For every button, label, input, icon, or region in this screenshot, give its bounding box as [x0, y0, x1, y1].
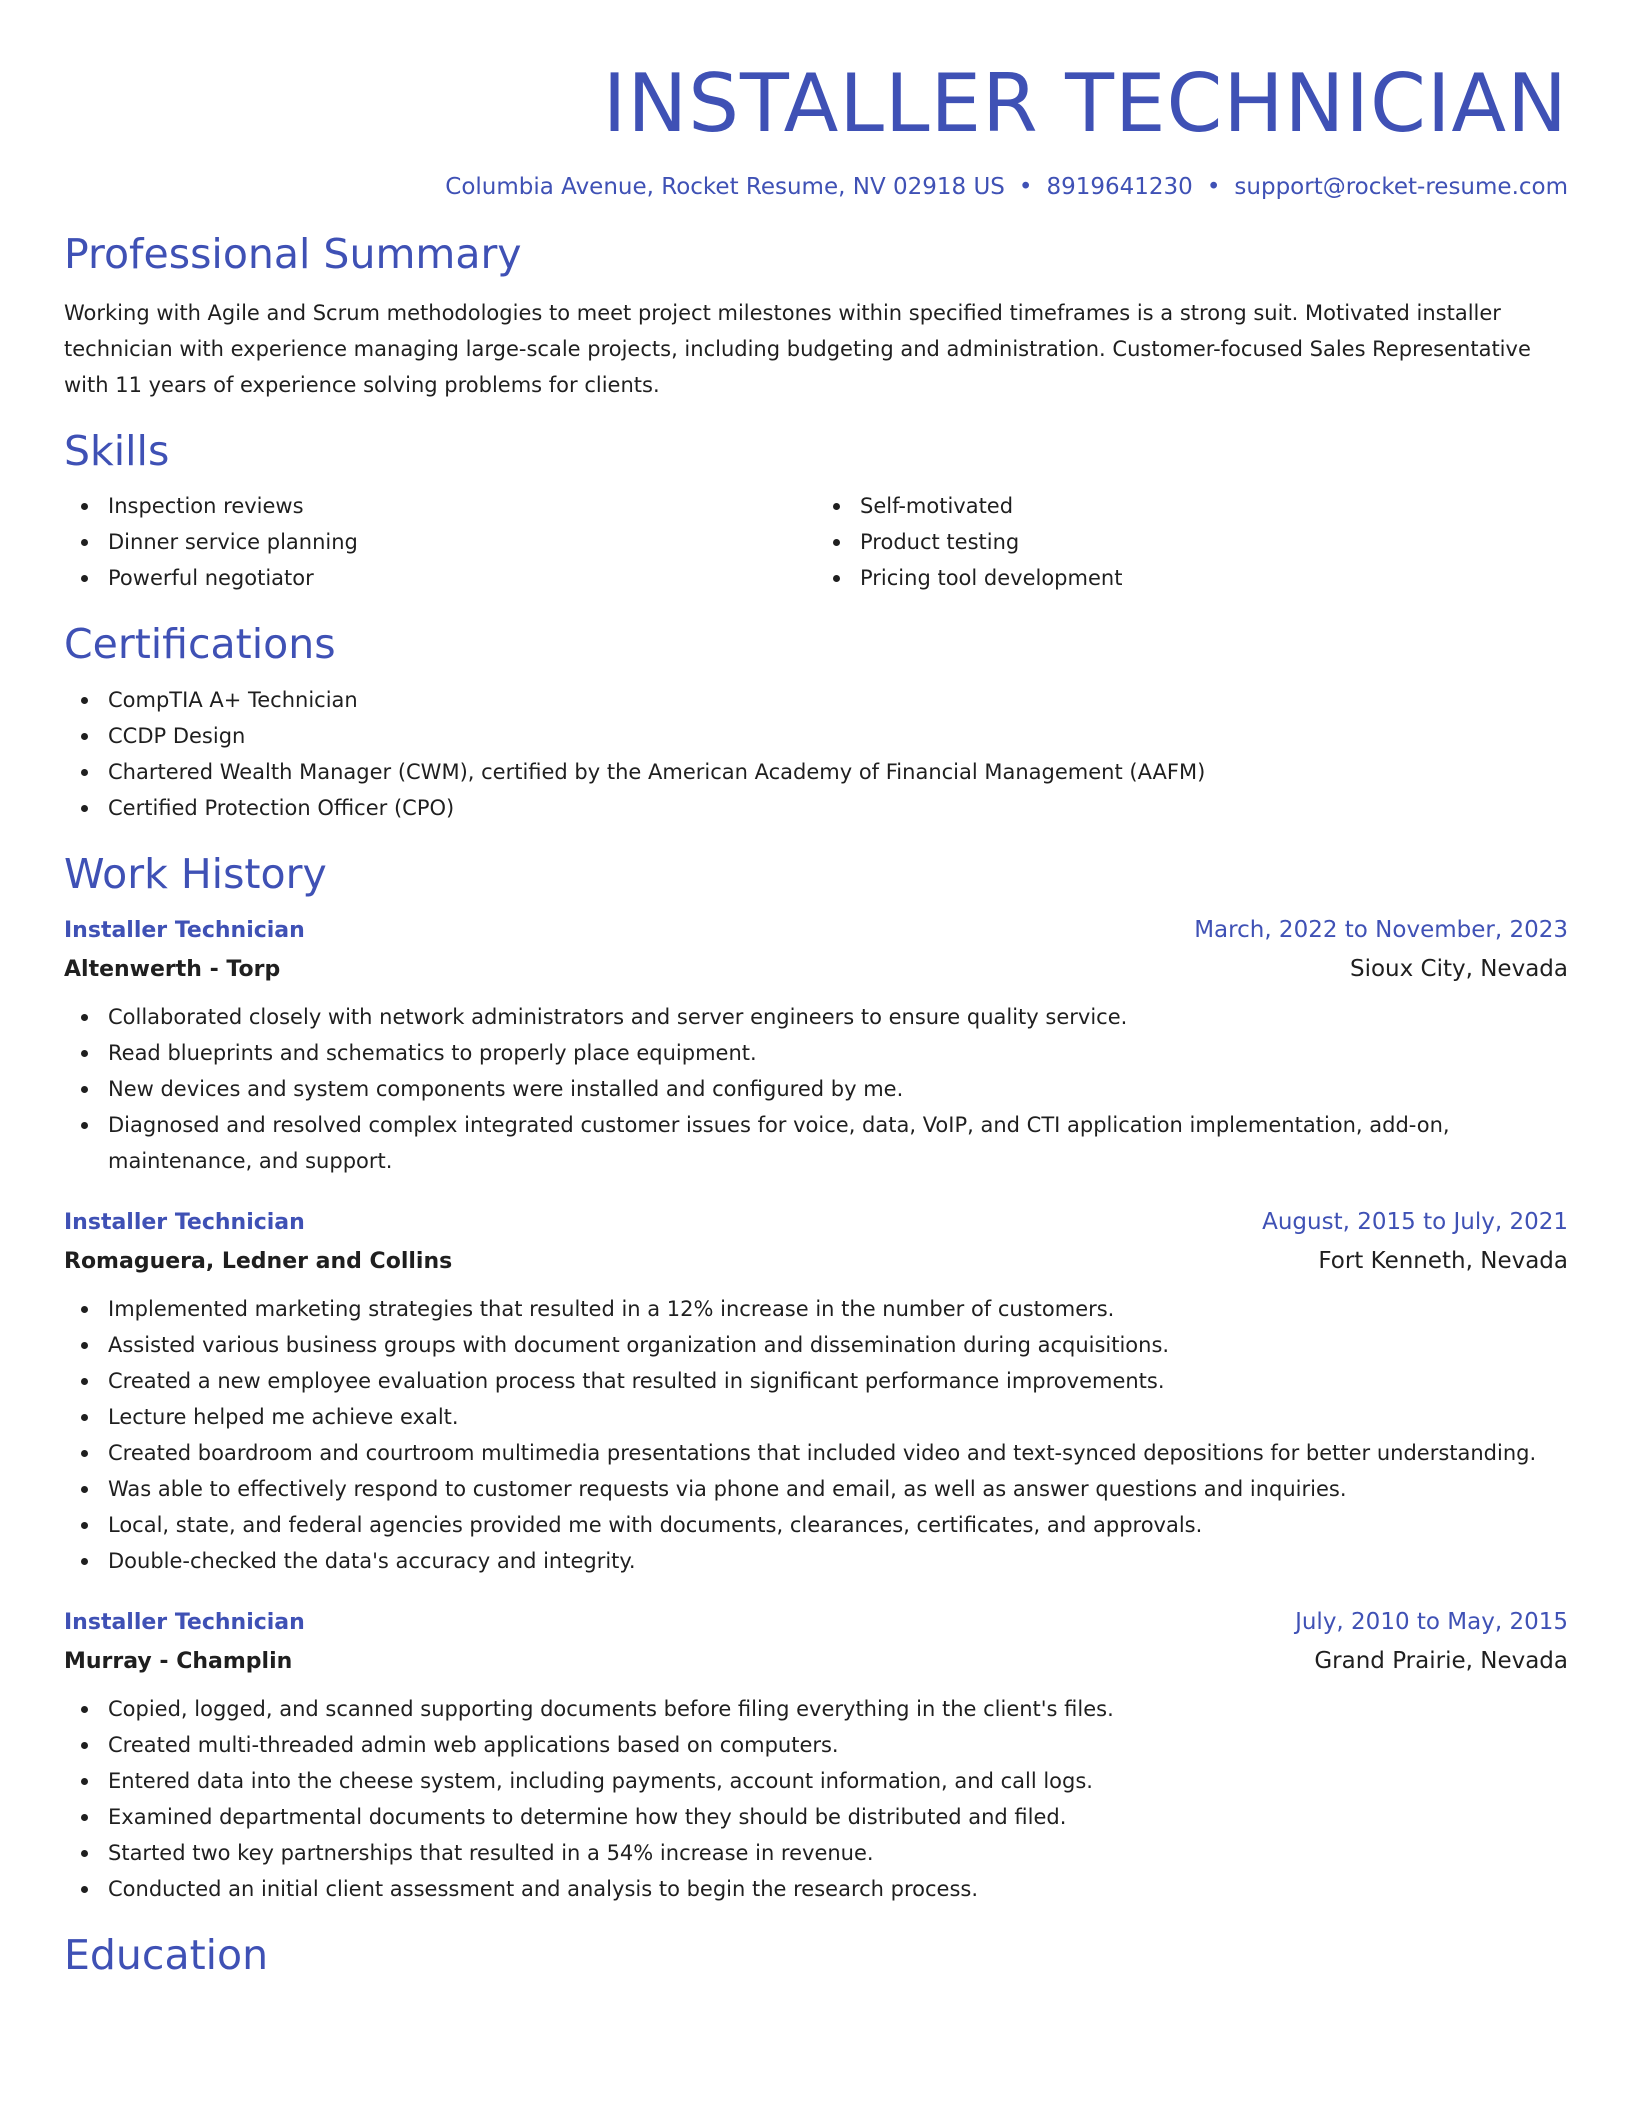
contact-phone: 8919641230: [1046, 174, 1193, 200]
job-dates: August, 2015 to July, 2021: [1262, 1208, 1568, 1235]
job-title: Installer Technician: [64, 1209, 305, 1235]
resume-name: INSTALLER TECHNICIAN: [602, 57, 1568, 150]
job-entry: [64, 911, 1568, 1179]
job-title: Installer Technician: [64, 1609, 305, 1635]
skills-list-left: [64, 488, 816, 596]
skill-item: Pricing tool development: [816, 560, 1568, 596]
education-section: [64, 1931, 1568, 1980]
contact-address: Columbia Avenue, Rocket Resume, NV 02918 US: [445, 174, 1005, 200]
contact-email: support@rocket-resume.com: [1234, 174, 1568, 200]
summary-section: [64, 230, 1568, 403]
job-location: Fort Kenneth, Nevada: [1318, 1247, 1568, 1274]
certifications-list: [64, 682, 1568, 826]
job-company: Romaguera, Ledner and Collins: [64, 1248, 453, 1274]
job-bullet: Copied, logged, and scanned supporting documents before filing everything in the client's files.: [64, 1691, 1568, 1727]
work-history-section: [64, 850, 1568, 1907]
work-history-heading: Work History: [64, 849, 327, 898]
job-bullet: Read blueprints and schematics to properly place equipment.: [64, 1035, 1568, 1071]
job-bullet: Entered data into the cheese system, including payments, account information, and call logs.: [64, 1763, 1568, 1799]
job-bullet: Assisted various business groups with document organization and dissemination during acquisitions.: [64, 1327, 1568, 1363]
certification-item: CompTIA A+ Technician: [64, 682, 1568, 718]
job-bullet: Lecture helped me achieve exalt.: [64, 1399, 1568, 1435]
certification-item: Certified Protection Officer (CPO): [64, 790, 1568, 826]
education-heading: Education: [64, 1930, 269, 1979]
job-title-row: [64, 1203, 1568, 1242]
job-bullet: Created multi-threaded admin web applications based on computers.: [64, 1727, 1568, 1763]
job-company-row: [64, 1242, 1568, 1281]
certification-item: CCDP Design: [64, 718, 1568, 754]
skill-item: Dinner service planning: [64, 524, 816, 560]
certifications-heading: Certifications: [64, 620, 336, 669]
job-bullet: Diagnosed and resolved complex integrated customer issues for voice, data, VoIP, and CTI application implementation, add-on, maintenance, and support.: [64, 1107, 1568, 1179]
job-bullet: Created a new employee evaluation process that resulted in significant performance improvements.: [64, 1363, 1568, 1399]
skills-list-right: [816, 488, 1568, 596]
skill-item: Product testing: [816, 524, 1568, 560]
job-bullet: Double-checked the data's accuracy and integrity.: [64, 1543, 1568, 1579]
skill-item: Self-motivated: [816, 488, 1568, 524]
skill-item: Inspection reviews: [64, 488, 816, 524]
job-company-row: [64, 950, 1568, 989]
skills-heading: Skills: [64, 427, 170, 476]
skills-grid: [64, 488, 1568, 596]
contact-line: [64, 174, 1568, 200]
job-bullet: Started two key partnerships that resulted in a 54% increase in revenue.: [64, 1835, 1568, 1871]
summary-text: Working with Agile and Scrum methodologies to meet project milestones within specified timeframes is a strong suit. Motivated installer technician with experience managing large-scale projects, including budgeting and administration. Customer-focused Sales Representative with 11 years of experience solving problems for clients.: [64, 301, 1531, 398]
job-bullet: New devices and system components were installed and configured by me.: [64, 1071, 1568, 1107]
job-bullet: Implemented marketing strategies that resulted in a 12% increase in the number of customers.: [64, 1291, 1568, 1327]
job-company-row: [64, 1642, 1568, 1681]
contact-separator: •: [1206, 174, 1221, 200]
skills-section: [64, 427, 1568, 596]
job-company: Murray - Champlin: [64, 1648, 293, 1674]
job-company: Altenwerth - Torp: [64, 956, 281, 982]
job-location: Grand Prairie, Nevada: [1314, 1647, 1568, 1674]
job-bullet: Examined departmental documents to determine how they should be distributed and filed.: [64, 1799, 1568, 1835]
job-dates: March, 2022 to November, 2023: [1194, 916, 1568, 943]
jobs-container: [64, 911, 1568, 1907]
job-location: Sioux City, Nevada: [1349, 955, 1568, 982]
job-bullets: [64, 1291, 1568, 1579]
job-entry: [64, 1203, 1568, 1579]
job-bullet: Conducted an initial client assessment and analysis to begin the research process.: [64, 1871, 1568, 1907]
job-bullets: [64, 1691, 1568, 1907]
job-bullet: Created boardroom and courtroom multimedia presentations that included video and text-synced depositions for better understanding.: [64, 1435, 1568, 1471]
job-entry: [64, 1603, 1568, 1907]
job-title-row: [64, 911, 1568, 950]
certification-item: Chartered Wealth Manager (CWM), certified by the American Academy of Financial Management (AAFM): [64, 754, 1568, 790]
job-bullets: [64, 999, 1568, 1179]
job-bullet: Collaborated closely with network administrators and server engineers to ensure quality service.: [64, 999, 1568, 1035]
job-dates: July, 2010 to May, 2015: [1295, 1608, 1568, 1635]
certifications-section: [64, 620, 1568, 825]
contact-separator: •: [1018, 174, 1033, 200]
job-title: Installer Technician: [64, 917, 305, 943]
skill-item: Powerful negotiator: [64, 560, 816, 596]
job-bullet: Was able to effectively respond to customer requests via phone and email, as well as answer questions and inquiries.: [64, 1471, 1568, 1507]
summary-heading: Professional Summary: [64, 230, 522, 278]
job-title-row: [64, 1603, 1568, 1642]
job-bullet: Local, state, and federal agencies provided me with documents, clearances, certificates, and approvals.: [64, 1507, 1568, 1543]
